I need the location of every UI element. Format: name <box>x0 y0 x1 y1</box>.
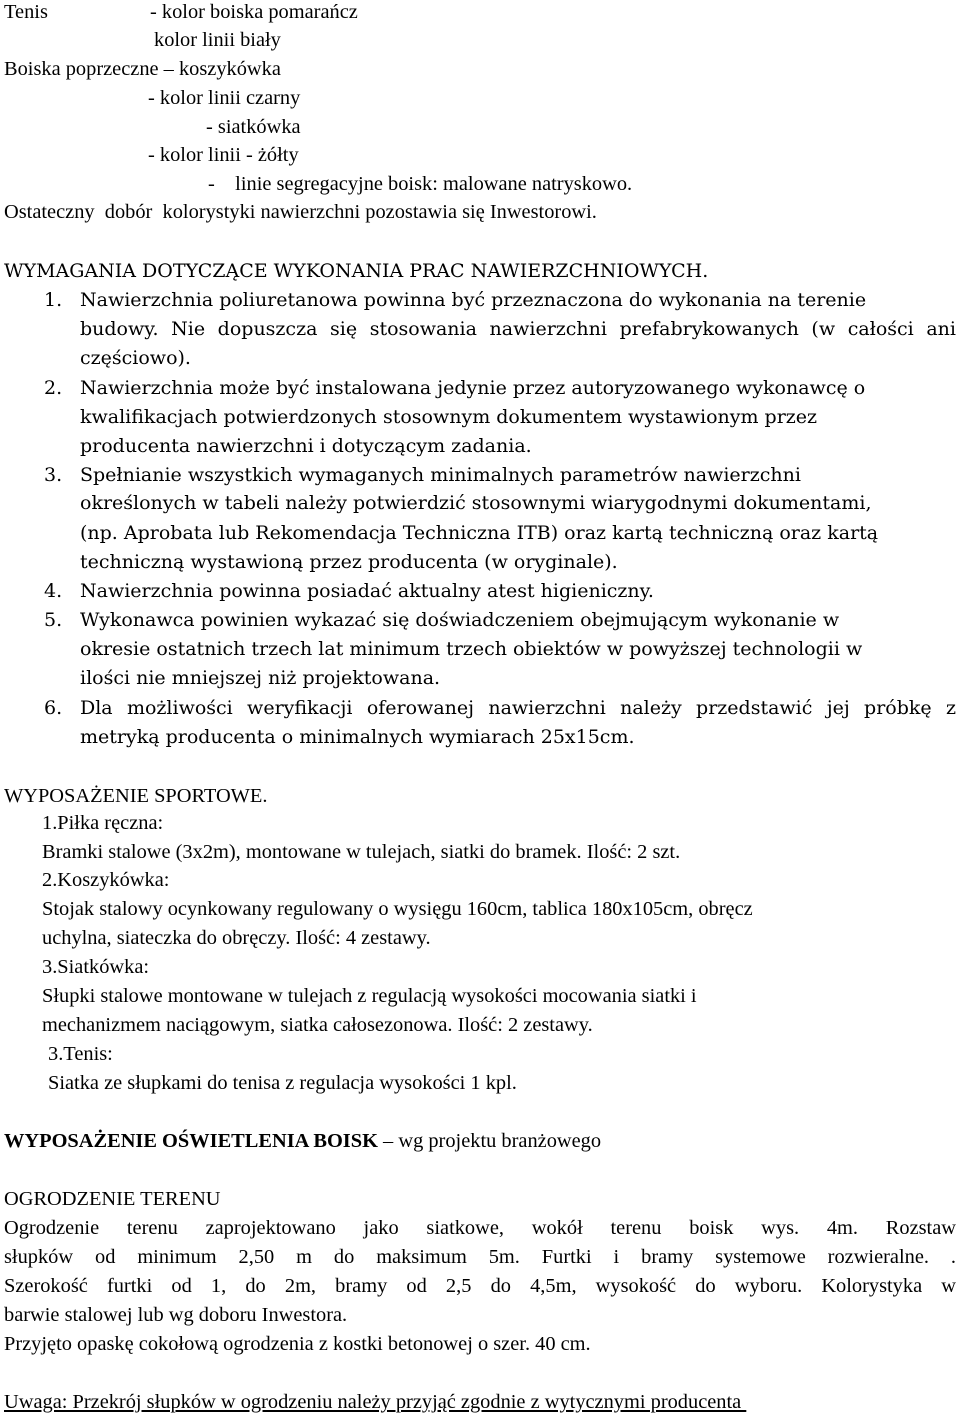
lighting-heading <box>4 1129 601 1153</box>
req-3-number: 3. <box>44 464 63 486</box>
req-6-line-1-text: Dla możliwości weryfikacji oferowanej nawierzchni należy przedstawić jej próbkę z <box>80 697 956 719</box>
req-6-line-2: metryką producenta o minimalnych wymiarach 25x15cm. <box>80 726 635 748</box>
lighting-heading-rest: – wg projektu branżowego <box>377 1130 602 1152</box>
tenis-line-1: - kolor boiska pomarańcz <box>150 1 358 23</box>
handball-text: Bramki stalowe (3x2m), montowane w tulejach, siatki do bramek. Ilość: 2 szt. <box>42 841 681 863</box>
basketball-label: 2.Koszykówka: <box>42 869 170 891</box>
tennis-label: 3.Tenis: <box>48 1043 113 1065</box>
req-1-number: 1. <box>44 289 63 311</box>
req-2-number: 2. <box>44 377 63 399</box>
cross-courts-heading: Boiska poprzeczne – koszykówka <box>4 58 281 80</box>
fence-p2: Przyjęto opaskę cokołową ogrodzenia z kostki betonowej o szer. 40 cm. <box>4 1333 591 1355</box>
tennis-text: Siatka ze słupkami do tenisa z regulacja wysokości 1 kpl. <box>48 1072 517 1094</box>
req-1-line-3: częściowo). <box>80 347 191 369</box>
cross-line-3: - kolor linii - żółty <box>148 144 299 166</box>
fence-heading: OGRODZENIE TERENU <box>4 1188 221 1210</box>
req-4-number: 4. <box>44 580 63 602</box>
volleyball-label: 3.Siatkówka: <box>42 956 150 978</box>
requirements-heading: WYMAGANIA DOTYCZĄCE WYKONANIA PRAC NAWIERZCHNIOWYCH. <box>4 260 709 282</box>
req-5-line-1: Wykonawca powinien wykazać się doświadczeniem obejmującym wykonanie w <box>80 609 840 631</box>
final-choice: Ostateczny dobór kolorystyki nawierzchni pozostawia się Inwestorowi. <box>4 201 597 223</box>
req-1-line-1: Nawierzchnia poliuretanowa powinna być przeznaczona do wykonania na terenie <box>80 289 867 311</box>
equipment-heading: WYPOSAŻENIE SPORTOWE. <box>4 785 268 807</box>
basketball-text-2: uchylna, siateczka do obręczy. Ilość: 4 zestawy. <box>42 927 431 949</box>
volleyball-text-2: mechanizmem naciągowym, siatka całosezonowa. Ilość: 2 zestawy. <box>42 1014 593 1036</box>
volleyball-text-1: Słupki stalowe montowane w tulejach z regulacją wysokości mocowania siatki i <box>42 985 697 1007</box>
req-4-line-1: Nawierzchnia powinna posiadać aktualny atest higieniczny. <box>80 580 654 602</box>
req-5-number: 5. <box>44 609 63 631</box>
tenis-line-2: kolor linii biały <box>154 29 281 51</box>
req-3-line-2: określonych w tabeli należy potwierdzić stosownymi wiarygodnymi dokumentami, <box>80 492 872 514</box>
req-2-line-1: Nawierzchnia może być instalowana jedynie przez autoryzowanego wykonawcę o <box>80 377 866 399</box>
cross-line-2: - siatkówka <box>206 116 301 138</box>
cross-line-1: - kolor linii czarny <box>148 87 301 109</box>
fence-p1-line-4: barwie stalowej lub wg doboru Inwestora. <box>4 1304 348 1326</box>
fence-note: Uwaga: Przekrój słupków w ogrodzeniu należy przyjąć zgodnie z wytycznymi producenta <box>4 1391 747 1413</box>
segregation-lines: - linie segregacyjne boisk: malowane natryskowo. <box>208 173 633 195</box>
req-2-line-2: kwalifikacjach potwierdzonych stosownym dokumentem wystawionym przez <box>80 406 818 428</box>
req-6-line-1 <box>80 696 956 720</box>
tenis-label: Tenis <box>4 1 48 23</box>
basketball-text-1: Stojak stalowy ocynkowany regulowany o wysięgu 160cm, tablica 180x105cm, obręcz <box>42 898 753 920</box>
fence-p1-line-3: Szerokość furtki od 1, do 2m, bramy od 2,5 do 4,5m, wysokość do wyboru. Kolorystyka w <box>4 1275 956 1297</box>
req-3-line-1: Spełnianie wszystkich wymaganych minimalnych parametrów nawierzchni <box>80 464 801 486</box>
req-3-line-4: techniczną wystawioną przez producenta (w oryginale). <box>80 551 618 573</box>
req-3-line-3: (np. Aprobata lub Rekomendacja Techniczna ITB) oraz kartą techniczną oraz kartą <box>80 522 879 544</box>
fence-p1-line-1: Ogrodzenie terenu zaprojektowano jako siatkowe, wokół terenu boisk wys. 4m. Rozstaw <box>4 1217 956 1239</box>
lighting-heading-bold: WYPOSAŻENIE OŚWIETLENIA BOISK <box>4 1130 378 1152</box>
req-5-line-3: ilości nie mniejszej niż projektowana. <box>80 667 441 689</box>
req-6-number: 6. <box>44 697 63 719</box>
handball-label: 1.Piłka ręczna: <box>42 812 164 834</box>
req-5-line-2: okresie ostatnich trzech lat minimum trzech obiektów w powyższej technologii w <box>80 638 863 660</box>
req-1-line-2: budowy. Nie dopuszcza się stosowania nawierzchni prefabrykowanych (w całości ani <box>80 318 956 340</box>
req-2-line-3: producenta nawierzchni i dotyczącym zadania. <box>80 435 532 457</box>
fence-p1-line-2: słupków od minimum 2,50 m do maksimum 5m. Furtki i bramy systemowe rozwieralne. . <box>4 1246 956 1268</box>
